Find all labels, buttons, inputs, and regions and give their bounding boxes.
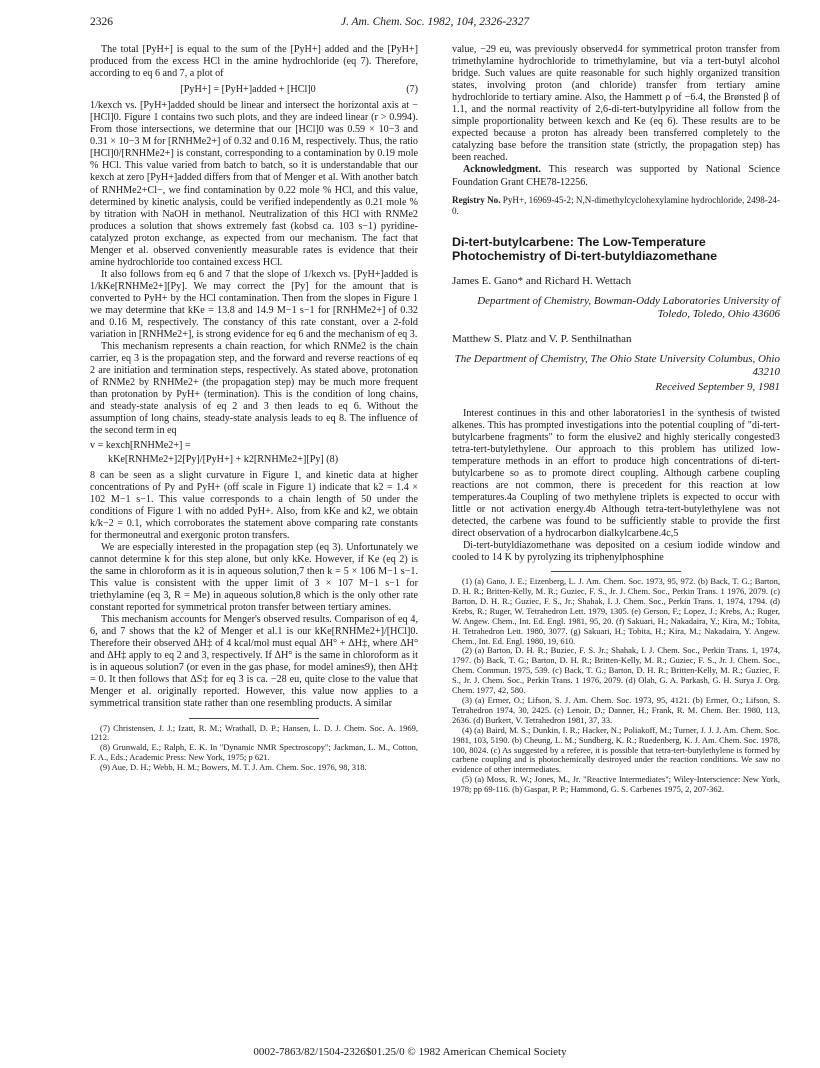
- acknowledgment-text: This research was supported by National Science Foundation Grant CHE78-12256.: [452, 164, 780, 188]
- received-date: Received September 9, 1981: [655, 381, 780, 394]
- authors-2: Matthew S. Platz and V. P. Senthilnathan: [452, 333, 632, 346]
- article-title: Di-tert-butylcarbene: The Low-Temperature Photochemistry of Di-tert-butyldiazomethane: [452, 234, 718, 263]
- paragraph: This mechanism represents a chain reaction, for which RNMe2 is the chain carrier, eq 3 is the propagation step, and the forward and reverse reactions of eq 2 are initiation and termination steps, respectively. As stated above, protonation of RNMe2 by RNHMe2+ (the propagation step) may be much more frequent than protonation by PyH+ (termination). This is the condition of long chains, and steady-state analysis of eq 2 and 3 then leads to eq 6. Without the assumption of long chains, steady-state analysis leads to eq 8. The influence of the second term in eq: [90, 341, 418, 437]
- footnote-9: (9) Aue, D. H.; Webb, H. M.; Bowers, M. T. J. Am. Chem. Soc. 1976, 98, 318.: [100, 762, 367, 773]
- footnote-3: (3) (a) Ermer, O.; Lifson, S. J. Am. Chem. Soc. 1973, 95, 4121. (b) Ermer, O.; Lifson, S. Tetrahedron 1974, 30, 2425. (c) Lenoir, D.; Danner, H.; Frank, R. M. Chem. Ber. 1980, 113, 2636. (d) Burkert, V. Tetrahedron 1981, 37, 33.: [452, 695, 780, 725]
- page-header: [90, 16, 780, 34]
- page-number: 2326: [90, 16, 113, 28]
- footnote-5: (5) (a) Moss, R. W.; Jones, M., Jr. "Reactive Intermediates"; Wiley-Interscience: New York, 1978; pp 69-116. (b) Gaspar, P. P.; Hammond, G. S. Carbenes 1975, 2, 207-362.: [452, 774, 780, 795]
- paragraph: Interest continues in this and other laboratories1 in the synthesis of twisted alkenes. This has prompted investigations into the potential coupling of "di-tert-butylcarbene fragments" to form the elusive2 and highly sterically congested3 tetra-tert-butylethylene. Our approach to this problem has utilized low-temperature methods in an effort to produce high concentrations of di-tert-butylcarbene so as to promote direct coupling. Although carbene coupling reactions are not common, there is precedent for this reaction at low temperatures.4a Coupling of two methylene triplets is expected to occur with little or not activation energy.4b Although tetra-tert-butylethylene was not detected, the carbene was found to be sufficiently stable to provide the first direct observation of a hydrocarbon dialkylcarbene.4c,5: [452, 407, 780, 539]
- paragraph: This mechanism accounts for Menger's observed results. Comparison of eq 4, 6, and 7 shows that the k2 of Menger et al.1 is our kKe[RNHMe2+]/[HCl]0. Therefore their observed ΔH‡ of 4 kcal/mol must equal ΔH° + ΔH‡, where ΔH° and ΔH‡ apply to eq 2 and 3, respectively. If ΔH° is the same in chloroform as it is in aqueous solution7 (or even in the gas phase, for model amines9), then ΔH‡ = 0. It then follows that ΔS‡ for eq 3 is ca. −28 eu, quite close to the value that Menger et al. originally reported. However, this value now applies to a symmetrical transition state rather than one resembling products. A similar: [90, 614, 418, 710]
- footnotes: [90, 724, 418, 774]
- acknowledgment-label: Acknowledgment.: [463, 164, 541, 176]
- paragraph: 8 can be seen as a slight curvature in Figure 1, and kinetic data at higher concentrations of Py and PyH+ (off scale in Figure 1) indicate that k2 = 1.4 × 102 M−1 s−1. This value corresponds to a chain length of 50 under the conditions of Figure 1 with no added PyH+. Also, from kKe and k2, we obtain k/k−2 = 0.1, which corroborates the statement above comparing rate constants for thermoneutral and exergonic proton transfers.: [90, 469, 418, 541]
- equation-number: (7): [406, 84, 418, 96]
- equation-8-line-1: v = kexch[RNHMe2+] =: [90, 439, 191, 451]
- acknowledgment: [452, 164, 780, 188]
- equation-7: [90, 84, 418, 96]
- paragraph: We are especially interested in the propagation step (eq 3). Unfortunately we cannot determine k for this step alone, but only kKe. However, if Ke (eq 2) is the same in chloroform as it is in aqueous solution,7 then k = 5 × 106 M−1 s−1. This value is consistent with the upper limit of 3 × 107 M−1 s−1 for triethylamine (eq 3, R = Me) in aqueous solution,8 which is the only other rate constant reported for symmetrical proton transfer between tertiary amines.: [90, 541, 418, 614]
- paragraph: The total [PyH+] is equal to the sum of the [PyH+] added and the [PyH+] produced from the excess HCl in the amine hydrochloride (eq 7). Therefore, according to eq 6 and 7, a plot of: [90, 44, 418, 80]
- registry-text: PyH+, 16969-45-2; N,N-dimethylcyclohexylamine hydrochloride, 2498-24-0.: [452, 194, 780, 216]
- paragraph: value, −29 eu, was previously observed4 for symmetrical proton transfer from trimethylamine hydrochloride to trimethylamine, but via a tert-butyl alcohol bridge. Such values are quite reasonable for such highly organized transition states, involving proton (and chloride) transfer from tertiary amine hydrochloride to tertiary amine. Also, the Hammett ρ of −6.4, the Brønsted β of 1.1, and the normal reactivity of 2,6-di-tert-butylpyridine all follow from the simple proportionality between kexch and Ke (eq 6). These results are to be expected because a proton has already been transferred completely to the catalyzing base before the transition state (strictly, the propagation step) has been reached.: [452, 44, 780, 164]
- paragraph: 1/kexch vs. [PyH+]added should be linear and intersect the horizontal axis at −[HCl]0. Figure 1 contains two such plots, and they are indeed linear (r > 0.994). From those intersections, we determine that our [HCl]0 was 0.59 × 10−3 and 0.31 × 10−3 M for [RNHMe2+] of 0.32 and 0.16 M, respectively. Thus, the ratio [HCl]0/[RNHMe2+] is constant, corresponding to a contamination by 0.19 mole % HCl. This value varied from batch to batch, so it is understandable that our kexch at zero [PyH+]added differs from that of Menger et al. With another batch of RNHMe2+Cl−, we find contamination by 0.22 mole % HCl, and this value, determined by kinetic analysis, could be verified independently as 0.21 mole % by titration with NaOH in methanol. Neutralization of this HCl with RNMe2 produces a solution that shows extremely fast (kobsd ca. 103 s−1) pyridine-catalyzed proton exchange, as expected from our mechanism. The fact that Menger et al. observed conveniently measurable rates is evidence that their amine hydrochloride too contained excess HCl.: [90, 100, 418, 268]
- footnote-8: (8) Grunwald, E.; Ralph, E. K. In "Dynamic NMR Spectroscopy"; Jackman, L. M., Cotton, F. A., Eds.; Academic Press: New York, 1975; p 621.: [90, 742, 418, 763]
- registry-label: Registry No.: [452, 194, 501, 205]
- paragraph: It also follows from eq 6 and 7 that the slope of 1/kexch vs. [PyH+]added is 1/kKe[RNHMe2+][Py]. We may correct the [Py] for the amount that is converted to PyH+ by the HCl contamination. Then from the slopes in Figure 1 we may determine that kKe = 13.8 and 14.9 M−1 s−1 for [RNHMe2+] of 0.32 and 0.16 M, respectively. The constancy of this rate constant, over a 2-fold variation in [RNHMe2+], is strong evidence for eq 6 and the mechanism of eq 3.: [90, 268, 418, 341]
- journal-line: J. Am. Chem. Soc. 1982, 104, 2326-2327: [340, 16, 530, 28]
- affiliation-1: Department of Chemistry, Bowman-Oddy Laboratories University of Toledo, Toledo, Ohio 43606: [477, 295, 780, 321]
- footnote-7: (7) Christensen, J. J.; Izatt, R. M.; Wrathall, D. P.; Hansen, L. D. J. Chem. Soc. A. 1969, 1212.: [90, 722, 418, 743]
- authors-1: James E. Gano* and Richard H. Wettach: [452, 275, 632, 288]
- footnote-divider: [551, 571, 681, 572]
- equation-text: [PyH+] = [PyH+]added + [HCl]0: [180, 84, 316, 96]
- footnote-2: (2) (a) Barton, D. H. R.; Buziec, F. S. Jr.; Shahak, I. J. Chem. Soc., Perkin Trans. 1, 1974, 1797. (b) Back, T. G.; Barton, D. H. R.; Britten-Kelly, M. R.; Guziec, F. S., Jr. J. Chem. Soc., Chem. Commun. 1975, 539. (c) Back, T. G.; Barton, D. H. R.; Britten-Kelly, M. R.; Guziec, F. S., Jr. J. Chem. Soc., Perkin Trans. 1 1976, 2079. (d) Olah, G. A. Parkash, G. H. Surya J. Org. Chem. 1977, 42, 580.: [452, 645, 780, 696]
- right-column: [452, 44, 780, 795]
- footnote-1: (1) (a) Gano, J. E.; Eizenberg, L. J. Am. Chem. Soc. 1973, 95, 972. (b) Back, T. G.; Barton, D. H. R.; Britten-Kelly, M. R.; Guziec, F. S., Jr. J. Chem. Soc., Perkin Trans. 1 1976, 2079. (c) Barton, D. H. R.; Guziec, F. S., Jr.; Shahak, I. J. Chem. Soc., Perkin Trans. 1, 1974, 1794. (d) Krebs, R.; Ruger, W. Tetrahedron Lett. 1979, 1305. (e) Gerson, F.; Lopez, J.; Krebs, A.; Ruger, W. Angew. Chem., Int. Ed. Engl. 1981, 95, 20. (f) Sakuari, H.; Nakadaira, Y.; Kira, M.; Tobita, H. Tetrahedron Lett. 1980, 3077. (g) Sakuari, H.; Tobita, H.; Kira, M.; Nakadaira, Y. Angew. Chem., Int. Ed. Engl. 1980, 19, 610.: [452, 576, 780, 646]
- left-column: [90, 44, 418, 773]
- footnote-divider: [189, 718, 319, 719]
- footnotes: [452, 577, 780, 795]
- footnote-4: (4) (a) Baird, M. S.; Dunkin, I. R.; Hacker, N.; Poliakoff, M.; Turner, J. J. J. Am. Chem. Soc. 1981, 103, 5190. (b) Cheung, L. M.; Sundberg, K. R.; Ruedenberg, K. J. Am. Chem. Soc. 1978, 100, 8024. (c) As suggested by a referee, it is possible that tetra-tert-butylethylene is formed by carbene coupling and is photochemically destroyed under the reaction conditions. We saw no evidence of other intermediates.: [452, 724, 780, 775]
- equation-8-line-2: kKe[RNHMe2+]2[Py]/[PyH+] + k2[RNHMe2+][Py] (8): [108, 453, 339, 465]
- paragraph: Di-tert-butyldiazomethane was deposited on a cesium iodide window and cooled to 14 K by pyrolyzing its triphenylphosphine: [452, 540, 780, 564]
- copyright-footer: 0002-7863/82/1504-2326$01.25/0 © 1982 American Chemical Society: [253, 1046, 567, 1058]
- affiliation-2: The Department of Chemistry, The Ohio State University Columbus, Ohio 43210: [454, 353, 780, 379]
- registry-numbers: [452, 195, 780, 217]
